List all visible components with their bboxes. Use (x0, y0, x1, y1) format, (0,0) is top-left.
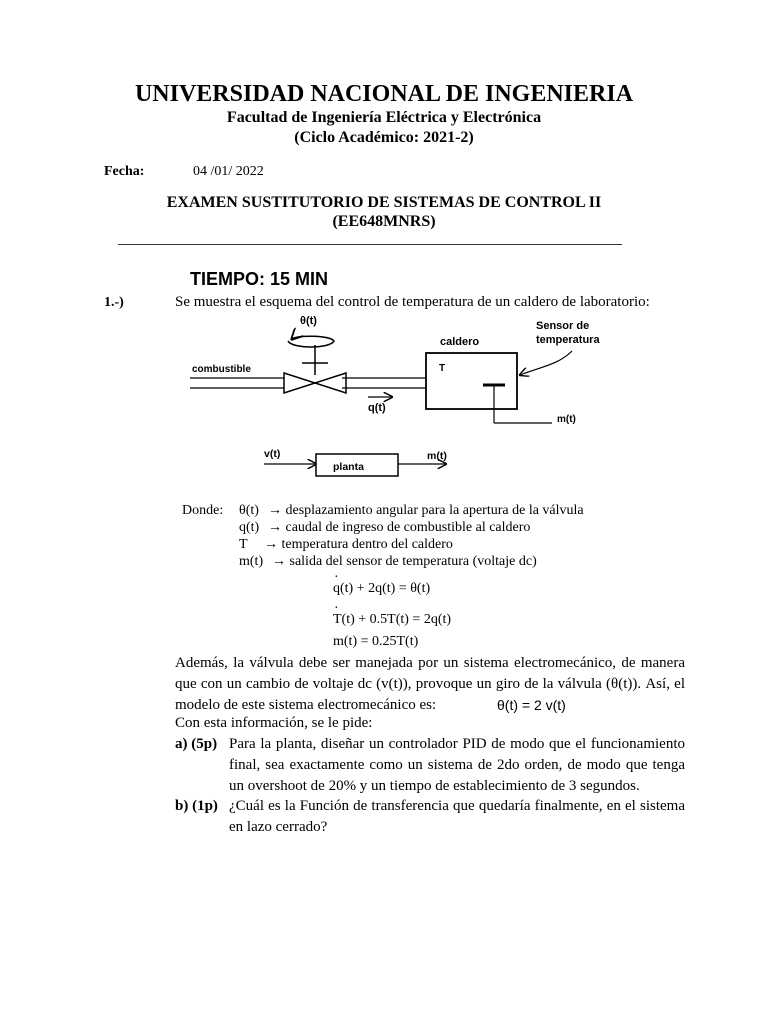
item-b-label: b) (1p) (175, 798, 218, 814)
academic-cycle: (Ciclo Académico: 2021-2) (294, 129, 474, 146)
equation-1: q(t) + 2q(t) = θ(t) (333, 581, 431, 596)
exam-code: (EE648MNRS) (332, 213, 436, 230)
def1-text: → desplazamiento angular para la apertura de la válvula (268, 503, 584, 518)
block-output-label: m(t) (427, 450, 447, 462)
item-b-text: ¿Cuál es la Función de transferencia que quedaría finalmente, en el sistema en lazo cerrado? (229, 798, 685, 835)
item-a-text: Para la planta, diseñar un controlador PID de modo que el funcionamiento final, sea exactamente como un sistema de 2do orden, de modo que tenga un overshoot de 20% y un tiempo de establecimiento de 3 segundos. (229, 736, 685, 794)
fuel-label: combustible (192, 364, 251, 375)
output-label: m(t) (557, 414, 576, 425)
university-title: UNIVERSIDAD NACIONAL DE INGENIERIA (134, 81, 634, 107)
valve-left-triangle (284, 373, 315, 393)
def2-symbol: q(t) (239, 520, 260, 535)
def2-text: → caudal de ingreso de combustible al caldero (268, 520, 531, 535)
time-limit: TIEMPO: 15 MIN (190, 269, 329, 289)
boiler-box (426, 353, 517, 409)
valve-right-triangle (315, 373, 346, 393)
date-label: Fecha: (104, 164, 145, 179)
boiler-diagram (180, 305, 660, 495)
electromechanical-model: θ(t) = 2 v(t) (497, 697, 566, 713)
item-a-label: a) (5p) (175, 736, 218, 752)
sensor-label-line2: temperatura (536, 334, 600, 346)
date-value: 04 /01/ 2022 (193, 164, 264, 179)
title-rule: _______________________________________________________________ (118, 230, 622, 247)
def1-symbol: θ(t) (239, 503, 259, 518)
equation-3: m(t) = 0.25T(t) (333, 634, 419, 649)
def3-text: → temperatura dentro del caldero (264, 537, 453, 552)
def4-symbol: m(t) (239, 554, 264, 569)
question-number: 1.-) (104, 295, 124, 310)
flow-label: q(t) (368, 402, 386, 414)
faculty-name: Facultad de Ingeniería Eléctrica y Electrónica (226, 109, 542, 126)
plant-label: planta (333, 461, 364, 473)
eq2-dot: · (334, 601, 339, 616)
exam-title: EXAMEN SUSTITUTORIO DE SISTEMAS DE CONTROL II (166, 194, 602, 211)
sensor-label-line1: Sensor de (536, 320, 590, 332)
temp-label: T (439, 363, 446, 374)
boiler-label: caldero (440, 336, 480, 348)
theta-label: θ(t) (300, 315, 317, 327)
eq1-dot: · (334, 570, 339, 585)
block-input-label: v(t) (264, 448, 281, 460)
equation-2: T(t) + 0.5T(t) = 2q(t) (333, 612, 452, 627)
rotation-arrow (288, 336, 334, 347)
def4-text: → salida del sensor de temperatura (voltaje dc) (272, 554, 537, 569)
sensor-pointer-arrow (520, 351, 572, 375)
question-intro: Se muestra el esquema del control de temperatura de un caldero de laboratorio: (175, 294, 650, 310)
valve-paragraph: Además, la válvula debe ser manejada por un sistema electromecánico, de manera que con un cambio de voltaje dc (v(t)), provoque un giro de la válvula (θ(t)). Así, el modelo de este sistema electromecánico es: (175, 655, 685, 713)
definitions-lead: Donde: (182, 503, 224, 518)
instructions-lead: Con esta información, se le pide: (175, 715, 373, 731)
def3-symbol: T (239, 537, 248, 552)
